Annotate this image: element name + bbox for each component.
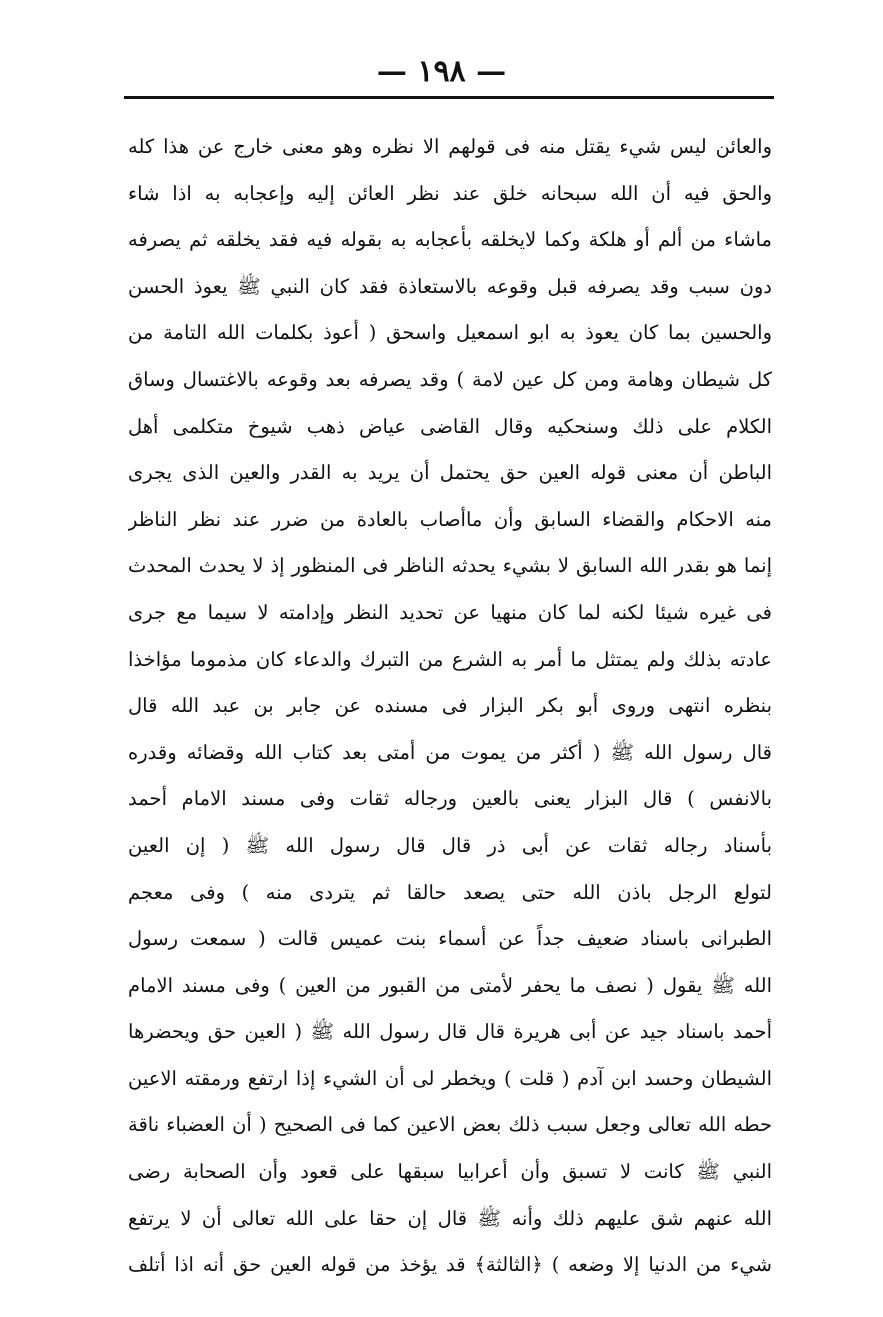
- text-line: كل شيطان وهامة ومن كل عين لامة ) وقد يصرفه بعد وقوعه بالاغتسال وساق: [128, 367, 772, 391]
- text-line: الباطن أن معنى قوله العين حق يحتمل أن يريد به القدر والعين الذى يجرى: [128, 461, 772, 485]
- text-line: أحمد باسناد جيد عن أبى هريرة قال قال رسول الله ﷺ ( العين حق ويحضرها: [128, 1020, 772, 1044]
- text-line: شيء من الدنيا إلا وضعه ) ﴿الثالثة﴾ قد يؤخذ من قوله العين حق أنه اذا أتلف: [128, 1253, 772, 1277]
- text-line: النبي ﷺ كانت لا تسبق وأن أعرابيا سبقها على قعود وأن الصحابة رضى: [128, 1160, 772, 1184]
- text-line: ماشاء من ألم أو هلكة وكما لايخلقه بأعجابه به بقوله فيه فقد يخلقه ثم يصرفه: [128, 228, 772, 252]
- text-line: دون سبب وقد يصرفه قبل وقوعه بالاستعاذة فقد كان النبي ﷺ يعوذ الحسن: [128, 274, 772, 298]
- text-line: الكلام على ذلك وسنحكيه وقال القاضى عياض ذهب شيوخ متكلمى أهل: [128, 414, 772, 438]
- text-line: فى غيره شيئا لكنه لما كان منهيا عن تحديد النظر وإدامته لا سيما مع جرى: [128, 600, 772, 624]
- text-line: بالانفس ) قال البزار يعنى بالعين ورجاله ثقات وفى مسند الامام أحمد: [128, 787, 772, 811]
- text-line: الله عنهم شق عليهم ذلك وأنه ﷺ قال إن حقا على الله تعالى أن لا يرتفع: [128, 1206, 772, 1230]
- text-line: لتولع الرجل باذن الله حتى يصعد حالقا ثم يتردى منه ) وفى معجم: [128, 880, 772, 904]
- text-line: قال رسول الله ﷺ ( أكثر من يموت من أمتى بعد كتاب الله وقضائه وقدره: [128, 740, 772, 764]
- text-line: عادته بذلك ولم يمتثل ما أمر به الشرع من التبرك والدعاء كان مذموما مؤاخذا: [128, 647, 772, 671]
- body-text: [128, 124, 772, 1289]
- text-line: إنما هو بقدر الله السابق لا بشيء يحدثه الناظر فى المنظور إذ لا يحدث المحدث: [128, 554, 772, 578]
- text-line: منه الاحكام والقضاء السابق وأن ماأصاب بالعادة من ضرر عند نظر الناظر: [128, 507, 772, 531]
- text-line: بأسناد رجاله ثقات عن أبى ذر قال قال رسول الله ﷺ ( إن العين: [128, 833, 772, 857]
- text-line: حطه الله تعالى وجعل سبب ذلك بعض الاعين كما فى الصحيح ( أن العضباء ناقة: [128, 1113, 772, 1137]
- text-line: والحق فيه أن الله سبحانه خلق عند نظر العائن إليه وإعجابه به اذا شاء: [128, 181, 772, 205]
- text-line: بنظره انتهى وروى أبو بكر البزار فى مسنده عن جابر بن عبد الله قال: [128, 694, 772, 718]
- text-line: الله ﷺ يقول ( نصف ما يحفر لأمتى من القبور من العين ) وفى مسند الامام: [128, 973, 772, 997]
- text-line: الطبرانى باسناد ضعيف جداً عن أسماء بنت عميس قالت ( سمعت رسول: [128, 927, 772, 951]
- header-rule: [124, 96, 774, 99]
- text-line: والعائن ليس شيء يقتل منه فى قولهم الا نظره وهو معنى خارج عن هذا كله: [128, 135, 772, 158]
- text-line: الشيطان وحسد ابن آدم ( قلت ) ويخطر لى أن الشيء إذا ارتفع ورمقته الاعين: [128, 1066, 772, 1090]
- text-line: والحسين بما كان يعوذ به ابو اسمعيل واسحق ( أعوذ بكلمات الله التامة من: [128, 321, 772, 345]
- page-number: — ١٩٨ —: [376, 54, 507, 89]
